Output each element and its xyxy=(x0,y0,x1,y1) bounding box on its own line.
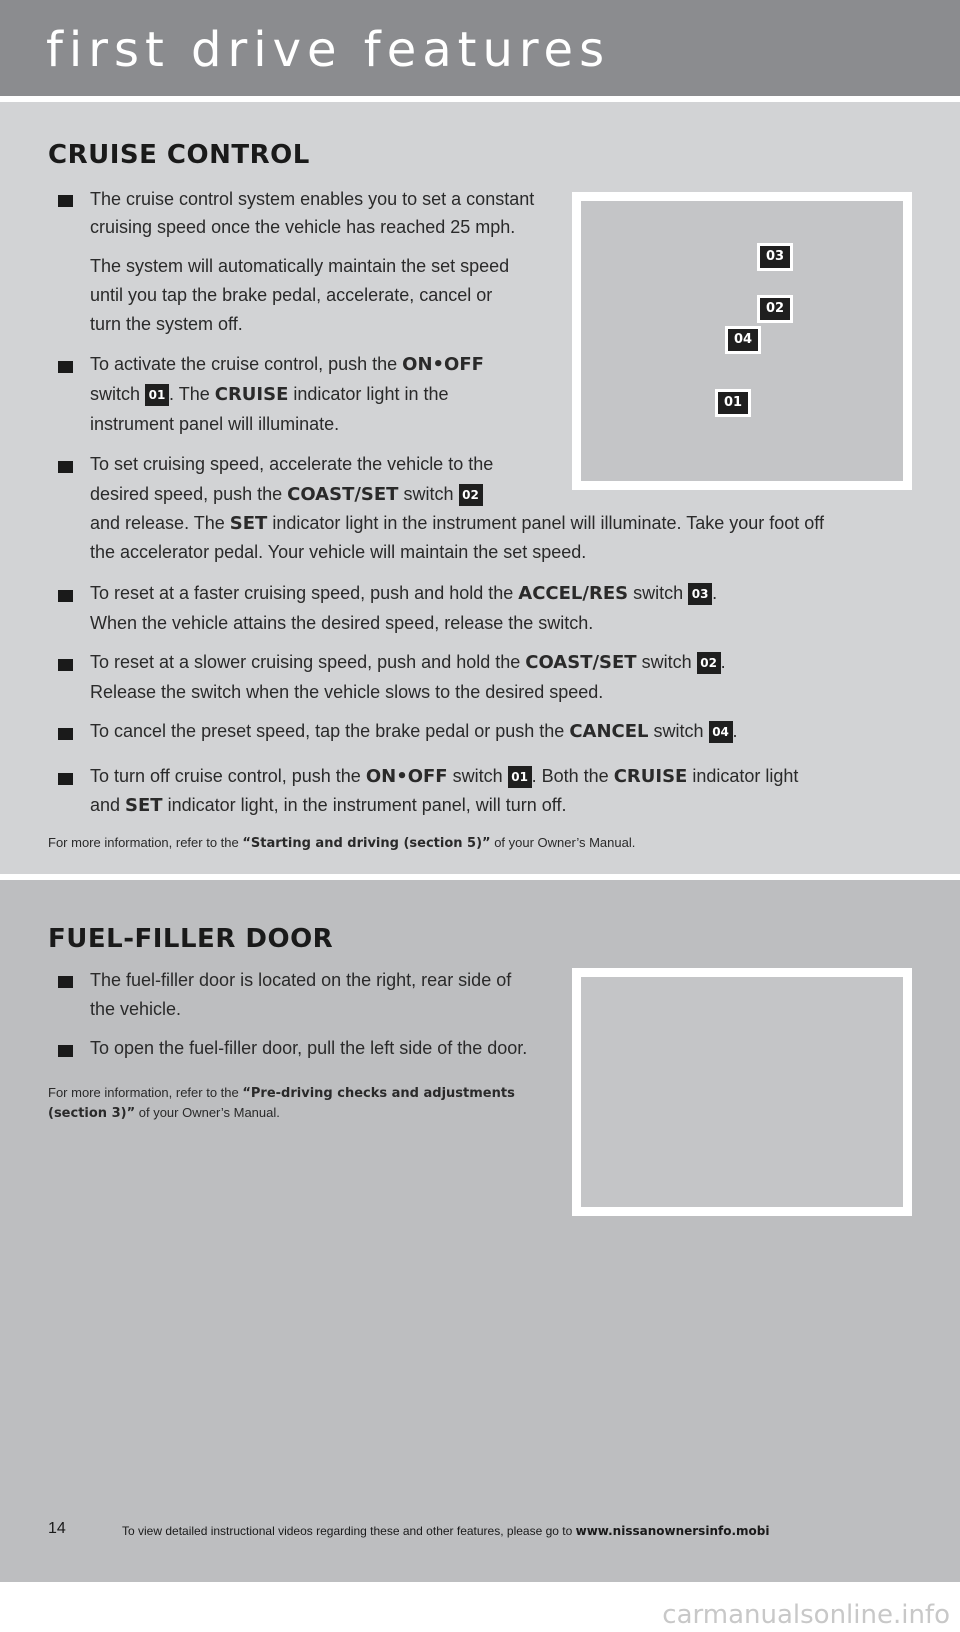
text-line: cruising speed once the vehicle has reached 25 mph. xyxy=(90,217,516,237)
text-line: The cruise control system enables you to set a constant xyxy=(90,189,535,209)
text-line: The system will automatically maintain the set speed xyxy=(90,256,510,276)
photo-tag-01: 01 xyxy=(715,389,751,417)
watermark: carmanualsonline.info xyxy=(662,1600,950,1630)
photo-tag-04: 04 xyxy=(725,326,761,354)
text-line: When the vehicle attains the desired speed, release the switch. xyxy=(90,613,594,633)
text-line: switch 01 . The CRUISE indicator light in the xyxy=(90,384,449,405)
bullet-marker xyxy=(58,195,73,207)
text-line: To reset at a faster cruising speed, push and hold the ACCEL/RES switch 03 . xyxy=(90,583,718,604)
text-line: and release. The SET indicator light in the instrument panel will illuminate. Take your foot off xyxy=(90,513,824,534)
cruise-control-title: CRUISE CONTROL xyxy=(48,140,310,170)
text-line: Release the switch when the vehicle slows to the desired speed. xyxy=(90,682,604,702)
inline-tag: 02 xyxy=(459,484,483,506)
text-line: and SET indicator light, in the instrument panel, will turn off. xyxy=(90,795,567,816)
fuel-reference-note-line2: (section 3)” of your Owner’s Manual. xyxy=(48,1105,280,1121)
bullet-marker xyxy=(58,773,73,785)
fuel-filler-photo xyxy=(572,968,912,1216)
inline-tag: 04 xyxy=(709,721,733,743)
text-line: desired speed, push the COAST/SET switch 02 xyxy=(90,483,483,506)
inline-tag: 01 xyxy=(508,766,532,788)
photo-tag-03: 03 xyxy=(757,243,793,271)
text-line: The fuel-filler door is located on the right, rear side of xyxy=(90,970,512,990)
text-line: To open the fuel-filler door, pull the left side of the door. xyxy=(90,1038,528,1058)
page-number: 14 xyxy=(48,1520,66,1537)
fuel-filler-title: FUEL-FILLER DOOR xyxy=(48,924,334,954)
cruise-reference-note: For more information, refer to the “Starting and driving (section 5)” of your Owner’s Manual. xyxy=(48,835,636,851)
text-line: To set cruising speed, accelerate the vehicle to the xyxy=(90,454,494,474)
page-header xyxy=(0,0,960,96)
text-line: instrument panel will illuminate. xyxy=(90,414,340,434)
footer-note: To view detailed instructional videos regarding these and other features, please go to www.nissanownersinfo.mobi xyxy=(122,1524,770,1538)
text-line: To activate the cruise control, push the ON•OFF xyxy=(90,354,484,375)
fuel-reference-note-line1: For more information, refer to the “Pre-driving checks and adjustments xyxy=(48,1085,515,1101)
photo-tag-02: 02 xyxy=(757,295,793,323)
footer-url: www.nissanownersinfo.mobi xyxy=(575,1524,770,1538)
text-line: To cancel the preset speed, tap the brake pedal or push the CANCEL switch 04 . xyxy=(90,721,738,742)
text-line: To turn off cruise control, push the ON•OFF switch 01 . Both the CRUISE indicator light xyxy=(90,766,799,787)
text-line: To reset at a slower cruising speed, push and hold the COAST/SET switch 02 . xyxy=(90,652,726,673)
bullet-marker xyxy=(58,1045,73,1057)
bullet-marker xyxy=(58,976,73,988)
bullet-marker xyxy=(58,461,73,473)
bullet-marker xyxy=(58,590,73,602)
inline-tag: 02 xyxy=(697,652,721,674)
inline-tag: 03 xyxy=(688,583,712,605)
text-line: the accelerator pedal. Your vehicle will maintain the set speed. xyxy=(90,542,587,562)
bullet-marker xyxy=(58,659,73,671)
text-line: turn the system off. xyxy=(90,314,243,334)
bullet-marker xyxy=(58,361,73,373)
bullet-marker xyxy=(58,728,73,740)
header-title: first drive features xyxy=(46,22,611,78)
text-line: until you tap the brake pedal, accelerate, cancel or xyxy=(90,285,493,305)
inline-tag: 01 xyxy=(145,384,169,406)
text-line: the vehicle. xyxy=(90,999,182,1019)
